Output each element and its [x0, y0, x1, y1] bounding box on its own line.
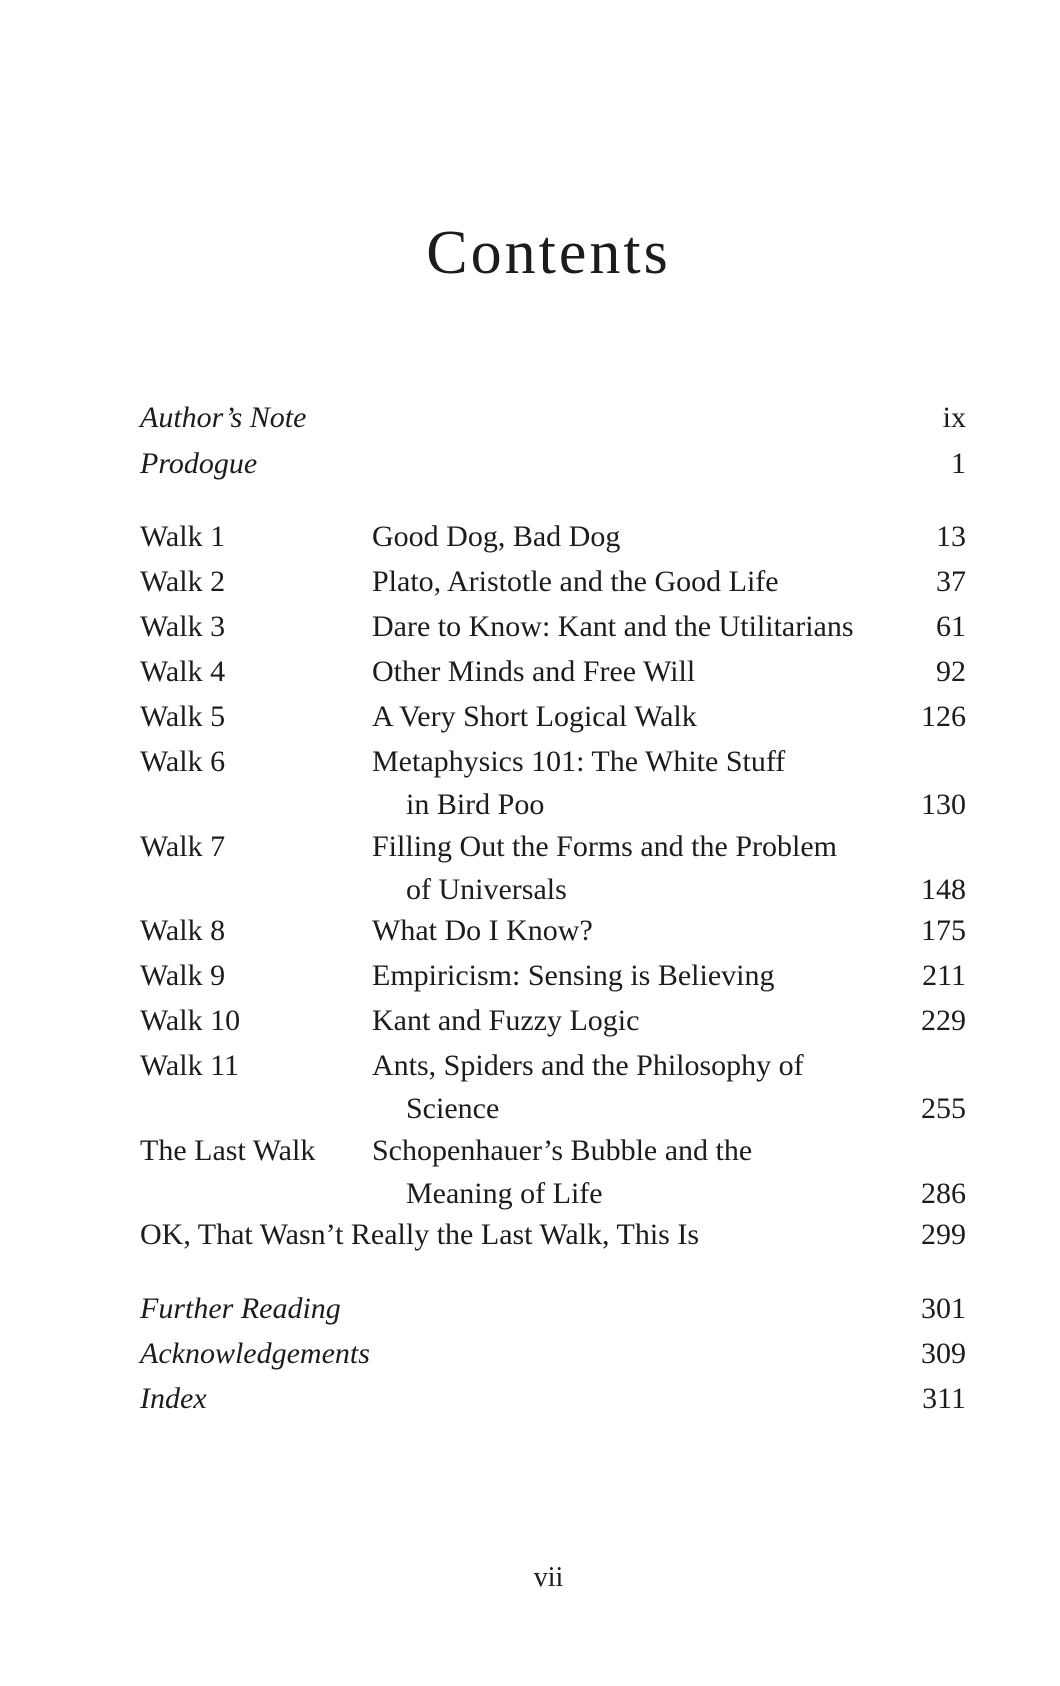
toc-page-number: ix — [942, 401, 966, 434]
toc-walk-title: A Very Short Logical Walk — [372, 700, 697, 733]
toc-page-number: 92 — [936, 655, 966, 688]
page-folio: vii — [533, 1562, 564, 1593]
toc-walk-label: Walk 8 — [140, 914, 226, 947]
toc-walk-label: Walk 2 — [140, 565, 226, 598]
page-title: Contents — [426, 219, 671, 287]
toc-entry-label: Prodogue — [140, 447, 258, 480]
toc-walk-title: Kant and Fuzzy Logic — [372, 1004, 640, 1037]
toc-walk-label: Walk 10 — [140, 1004, 241, 1037]
toc-page-number: 229 — [921, 1004, 966, 1037]
toc-page-number: 175 — [921, 914, 966, 947]
toc-walk-title: Schopenhauer’s Bubble and the — [372, 1134, 753, 1167]
toc-entry-label: Acknowledgements — [140, 1337, 370, 1370]
toc-walk-title: Plato, Aristotle and the Good Life — [372, 565, 779, 598]
toc-walk-title-continued: of Universals — [406, 873, 567, 906]
toc-walk-title: Metaphysics 101: The White Stuff — [372, 745, 786, 778]
toc-entry-label: Index — [140, 1382, 207, 1415]
toc-walk-label: Walk 1 — [140, 520, 226, 553]
toc-page-number: 148 — [921, 873, 966, 906]
toc-entry-label: Author’s Note — [140, 401, 307, 434]
toc-walk-title: Filling Out the Forms and the Problem — [372, 830, 837, 863]
toc-page-number: 309 — [921, 1337, 966, 1370]
toc-walk-label: Walk 5 — [140, 700, 226, 733]
toc-page-number: 286 — [921, 1177, 966, 1210]
toc-walk-label: Walk 3 — [140, 610, 226, 643]
toc-page-number: 311 — [922, 1382, 966, 1415]
toc-page-number: 61 — [936, 610, 966, 643]
toc-walk-label: The Last Walk — [140, 1134, 316, 1167]
toc-walk-label: Walk 11 — [140, 1049, 239, 1082]
toc-walk-title: Good Dog, Bad Dog — [372, 520, 621, 553]
toc-walk-label: Walk 7 — [140, 830, 226, 863]
toc-page-number: 255 — [921, 1092, 966, 1125]
toc-walk-label: Walk 4 — [140, 655, 226, 688]
toc-page-number: 1 — [951, 447, 966, 480]
toc-entry-label: Further Reading — [140, 1292, 341, 1325]
toc-walk-title-continued: Science — [406, 1092, 500, 1125]
toc-walk-label: Walk 6 — [140, 745, 226, 778]
toc-page-number: 301 — [921, 1292, 966, 1325]
toc-walk-title-continued: in Bird Poo — [406, 788, 545, 821]
toc-page-number: 13 — [936, 520, 966, 553]
toc-walk-title-continued: Meaning of Life — [406, 1177, 603, 1210]
toc-walk-label: Walk 9 — [140, 959, 226, 992]
toc-walk-title: Other Minds and Free Will — [372, 655, 696, 688]
toc-walk-title: Ants, Spiders and the Philosophy of — [372, 1049, 804, 1082]
toc-page-number: 299 — [921, 1218, 966, 1251]
toc-walk-title: What Do I Know? — [372, 914, 593, 947]
toc-walk-title: Dare to Know: Kant and the Utilitarians — [372, 610, 854, 643]
toc-walk-title: Empiricism: Sensing is Believing — [372, 959, 775, 992]
toc-page-number: 130 — [921, 788, 966, 821]
toc-page-number: 126 — [921, 700, 966, 733]
toc-page-number: 211 — [922, 959, 966, 992]
toc-walk-label: OK, That Wasn’t Really the Last Walk, This Is — [140, 1218, 699, 1251]
toc-page-number: 37 — [936, 565, 966, 598]
